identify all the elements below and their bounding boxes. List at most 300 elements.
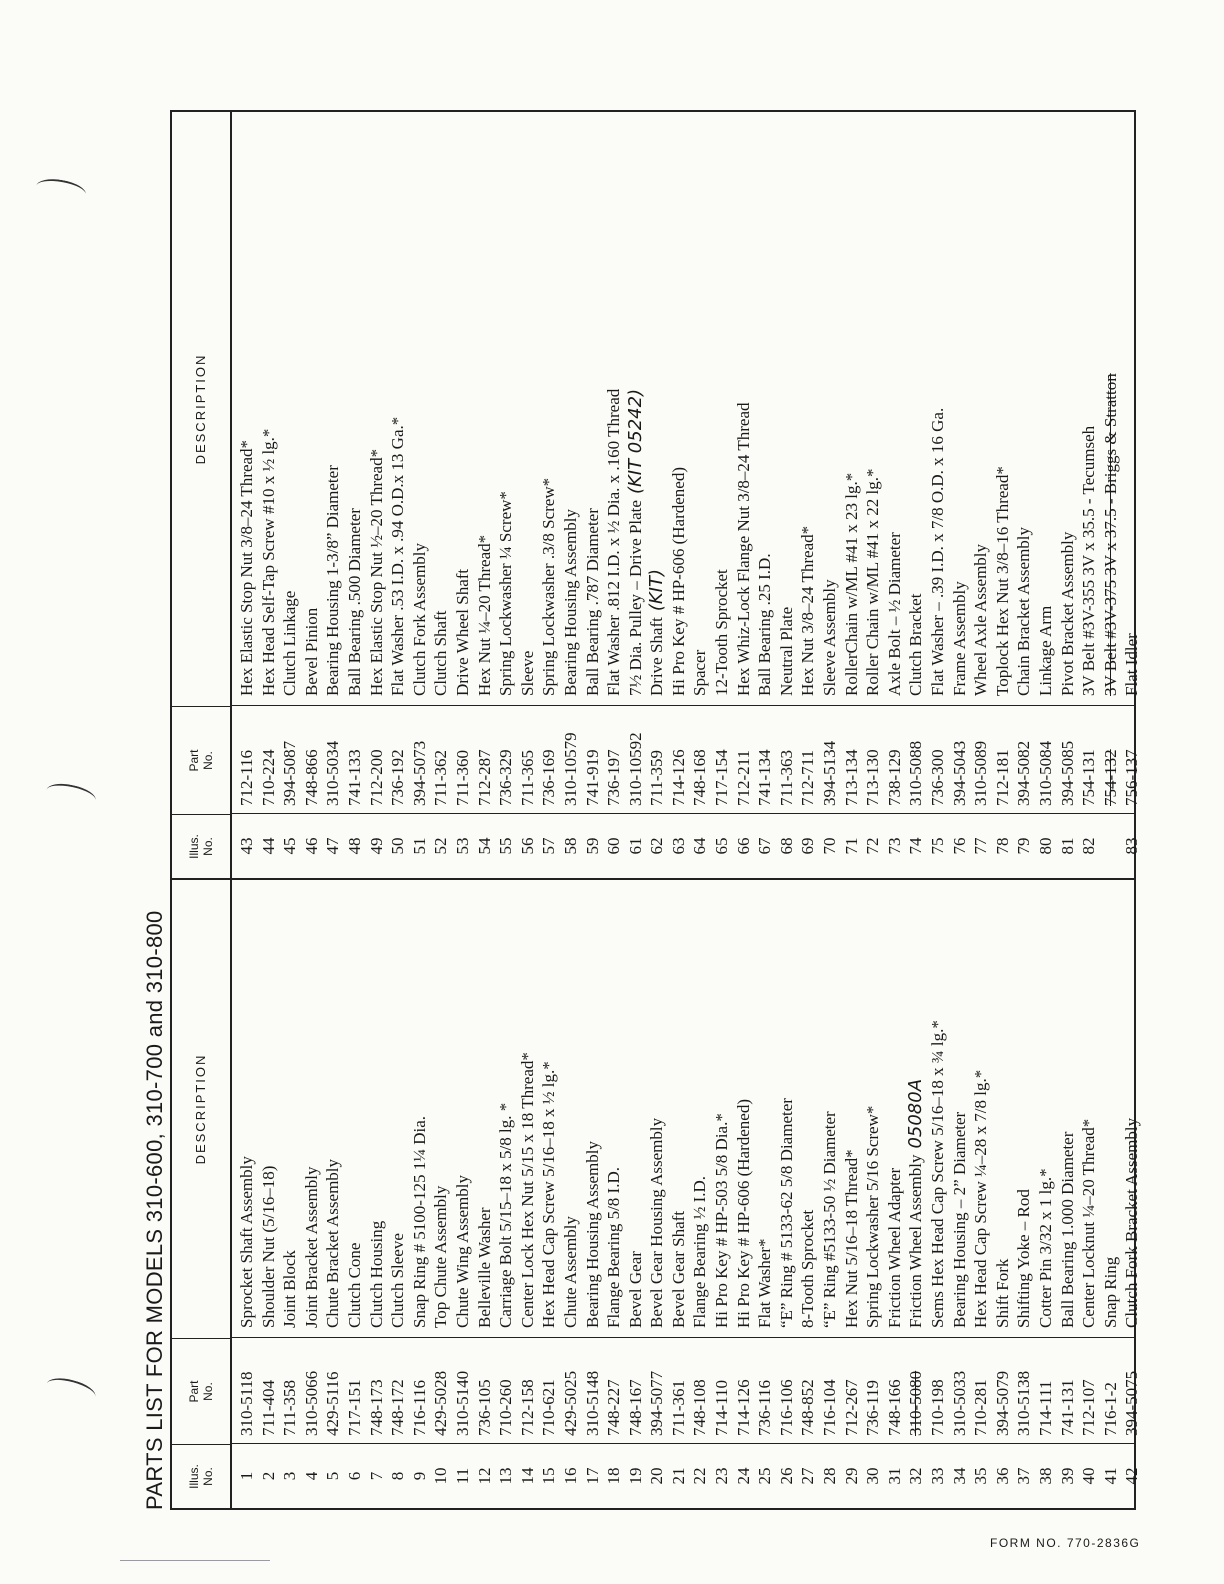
part-no: 310-5088 <box>906 740 926 806</box>
part-no: 712-287 <box>474 749 494 806</box>
part-description <box>452 1175 474 1328</box>
part-no: 748-852 <box>798 1379 818 1436</box>
table-row <box>366 112 388 878</box>
illus-no: 4 <box>301 1471 321 1481</box>
part-description <box>582 1141 604 1328</box>
part-description <box>970 1070 992 1328</box>
table-row <box>841 880 863 1508</box>
part-description <box>582 508 604 696</box>
part-no: 717-154 <box>712 749 732 806</box>
part-no: 717-151 <box>344 1379 364 1436</box>
illus-no: 40 <box>1079 1467 1099 1485</box>
part-no: 429-5025 <box>560 1370 580 1436</box>
description-text: Snap Ring <box>1100 1256 1120 1328</box>
part-no: 748-166 <box>884 1379 904 1436</box>
illus-no: 32 <box>906 1467 926 1485</box>
description-text: Axle Bolt – ½ Diameter <box>884 532 904 696</box>
illus-no: 45 <box>280 837 300 855</box>
table-row <box>409 112 431 878</box>
part-description <box>1121 1118 1143 1328</box>
description-text: Clutch Linkage <box>280 590 300 696</box>
part-no: 711-362 <box>431 749 451 806</box>
part-no: 714-110 <box>712 1379 732 1436</box>
illus-no: 31 <box>884 1467 904 1485</box>
table-row <box>1100 880 1122 1508</box>
illus-no: 20 <box>647 1467 667 1485</box>
table-row <box>258 112 280 878</box>
illus-no: 37 <box>1014 1467 1034 1485</box>
description-text: Sems Hex Head Cap Screw 5/16–18 x ¾ lg.* <box>928 1020 947 1328</box>
description-text: Friction Wheel Assembly <box>906 1154 926 1328</box>
part-description <box>495 1103 517 1328</box>
illus-no: 75 <box>928 837 947 855</box>
part-no: 736-105 <box>474 1379 494 1436</box>
table-row <box>603 112 625 878</box>
table-row <box>797 112 819 878</box>
part-description <box>668 467 690 696</box>
description-text: Flange Bearing 5/8 I.D. <box>604 1167 624 1328</box>
right-header <box>172 112 232 878</box>
part-description <box>322 465 344 696</box>
table-row <box>776 880 798 1508</box>
part-description <box>452 569 474 696</box>
illus-no: 79 <box>1014 837 1034 855</box>
table-row <box>862 880 884 1508</box>
illus-no: 27 <box>798 1467 818 1485</box>
part-no: 716-116 <box>409 1379 429 1436</box>
part-no: 712-267 <box>841 1379 861 1436</box>
bottom-scan-line <box>120 1560 270 1561</box>
part-no: 741-134 <box>755 749 775 806</box>
part-description <box>474 535 496 696</box>
table-row <box>884 880 906 1508</box>
part-no: 394-5043 <box>949 740 969 806</box>
part-no: 712-158 <box>517 1379 537 1436</box>
description-text: Bearing Housing – 2” Diameter <box>949 1111 969 1328</box>
part-description <box>603 1167 625 1328</box>
part-description <box>819 1111 841 1328</box>
description-text: Clutch Fork Bracket Assembly <box>1122 1117 1142 1328</box>
illus-no: 72 <box>863 837 883 855</box>
table-row <box>668 880 690 1508</box>
illus-no: 9 <box>409 1471 429 1481</box>
description-text: Linkage Arm <box>1035 605 1055 696</box>
table-row <box>495 880 517 1508</box>
part-description <box>1078 426 1100 696</box>
illus-no: 23 <box>712 1467 732 1485</box>
parts-table-left <box>172 878 1142 1508</box>
table-row <box>1035 112 1057 878</box>
table-row <box>560 880 582 1508</box>
page-title: PARTS LIST FOR MODELS 310-600, 310-700 and 310-800 <box>142 910 167 1510</box>
part-no: 713-130 <box>863 749 883 806</box>
description-text: Bevel Gear <box>625 1251 645 1328</box>
illus-no: 5 <box>323 1471 343 1481</box>
table-row <box>538 880 560 1508</box>
table-row <box>258 880 280 1508</box>
left-rows <box>236 880 1142 1508</box>
part-no: 736-192 <box>388 749 408 806</box>
table-row <box>992 112 1014 878</box>
illus-no: 74 <box>906 837 926 855</box>
table-row <box>776 112 798 878</box>
description-text: “E” Ring #5133-50 ½ Diameter <box>820 1111 840 1328</box>
illus-no: 56 <box>517 837 537 855</box>
part-no: 748-173 <box>366 1379 386 1436</box>
part-no: 711-404 <box>258 1379 278 1436</box>
part-no: 736-329 <box>496 749 516 806</box>
part-description <box>1121 633 1143 696</box>
part-description <box>862 1106 884 1328</box>
table-row <box>1057 880 1079 1508</box>
part-description <box>474 1207 496 1328</box>
part-description <box>1057 1132 1079 1328</box>
illus-no: 7 <box>366 1471 386 1481</box>
part-description <box>625 389 647 696</box>
description-text: Neutral Plate <box>776 606 796 696</box>
part-no: 713-134 <box>841 749 861 806</box>
illus-no: 60 <box>604 837 624 855</box>
description-text: Spring Lockwasher ¼ Screw* <box>496 491 516 696</box>
punch-mark-top <box>35 176 88 204</box>
part-no: 748-172 <box>388 1379 408 1436</box>
illus-no: 59 <box>582 837 602 855</box>
illus-no: 49 <box>366 837 386 855</box>
illus-no: 12 <box>474 1467 494 1485</box>
illus-no: 26 <box>776 1467 796 1485</box>
part-description <box>387 417 409 696</box>
description-text: Joint Block <box>280 1250 300 1328</box>
part-no: 736-116 <box>755 1379 775 1436</box>
part-description <box>862 469 884 696</box>
part-no: 716-104 <box>820 1379 840 1436</box>
part-description <box>797 1210 819 1328</box>
illus-no: 35 <box>971 1467 991 1485</box>
table-row <box>1121 112 1143 878</box>
part-description <box>236 1156 258 1328</box>
description-text: 12-Tooth Sprocket <box>712 569 732 696</box>
part-no: 714-126 <box>668 749 688 806</box>
table-row <box>582 112 604 878</box>
table-row <box>344 112 366 878</box>
table-row <box>344 880 366 1508</box>
part-no: 716-106 <box>776 1379 796 1436</box>
description-text: Bearing Housing 1-3/8” Diameter <box>323 465 343 696</box>
parts-table-right <box>172 112 1142 878</box>
description-text: Spacer <box>690 649 710 696</box>
part-description <box>992 466 1014 696</box>
illus-no: 18 <box>604 1467 624 1485</box>
part-description <box>884 1168 906 1328</box>
table-row <box>884 112 906 878</box>
description-text: Top Chute Assembly <box>431 1185 451 1328</box>
illus-no: 63 <box>668 837 688 855</box>
left-part-header: Part No. <box>172 1338 230 1444</box>
punch-mark-bottom <box>44 1374 97 1406</box>
right-rows <box>236 112 1142 878</box>
part-no: 738-129 <box>884 749 904 806</box>
part-description <box>646 569 668 696</box>
table-row <box>322 880 344 1508</box>
illus-no: 11 <box>452 1467 472 1485</box>
part-no: 310-5084 <box>1035 740 1055 806</box>
part-no: 714-111 <box>1035 1380 1055 1436</box>
illus-no: 81 <box>1057 837 1077 855</box>
illus-no: 44 <box>258 837 278 855</box>
illus-no: 68 <box>776 837 796 855</box>
illus-no: 82 <box>1079 837 1099 855</box>
illus-no: 64 <box>690 837 710 855</box>
part-description <box>409 1116 431 1328</box>
illus-no: 67 <box>755 837 775 855</box>
part-no: 310-5148 <box>582 1370 602 1436</box>
description-text: Sleeve <box>517 650 537 696</box>
part-no: 748-866 <box>301 749 321 806</box>
description-text: Wheel Axle Assembly <box>971 543 991 696</box>
part-no: 394-5073 <box>409 740 429 806</box>
table-row <box>517 880 539 1508</box>
description-text: Shifting Yoke – Rod <box>1014 1189 1034 1328</box>
part-no: 310-5066 <box>301 1370 321 1436</box>
part-no: 754-132 <box>1100 749 1120 806</box>
part-no: 394-5134 <box>820 740 840 806</box>
description-text: 3V Belt #3V-355 3V x 35.5 - Tecumseh <box>1079 425 1099 696</box>
part-description <box>776 607 798 696</box>
part-description <box>430 611 452 696</box>
part-no: 741-133 <box>344 749 364 806</box>
description-text: Hex Nut 3/8–24 Thread* <box>798 525 818 696</box>
description-text: 3V Belt #3V-375 3V x 37.5 - Briggs & Stratton <box>1100 373 1120 696</box>
table-row <box>236 880 258 1508</box>
table-row <box>949 880 971 1508</box>
illus-no: 30 <box>863 1467 883 1485</box>
part-no: 748-168 <box>690 749 710 806</box>
description-text: Drive Shaft <box>647 617 667 696</box>
part-description <box>884 532 906 696</box>
table-row <box>387 880 409 1508</box>
part-no: 711-365 <box>517 749 537 806</box>
table-row <box>668 112 690 878</box>
table-row <box>1121 880 1143 1508</box>
illus-no: 69 <box>798 837 818 855</box>
description-text: Roller Chain w/ML #41 x 22 lg.* <box>863 468 883 696</box>
table-row <box>1057 112 1079 878</box>
table-row <box>322 112 344 878</box>
part-description <box>1035 1168 1057 1328</box>
part-no: 710-224 <box>258 749 278 806</box>
table-row <box>711 112 733 878</box>
table-row <box>517 112 539 878</box>
illus-no: 22 <box>690 1467 710 1485</box>
table-row <box>797 880 819 1508</box>
description-text: Hex Elastic Stop Nut 3/8–24 Thread* <box>237 439 256 696</box>
part-no: 754-131 <box>1079 749 1099 806</box>
description-text: Toplock Hex Nut 3/8–16 Thread* <box>992 466 1012 696</box>
part-description <box>841 1149 863 1328</box>
illus-no: 28 <box>820 1467 840 1485</box>
table-row <box>862 112 884 878</box>
table-row <box>495 112 517 878</box>
table-row <box>387 112 409 878</box>
table-row <box>689 112 711 878</box>
part-no: 310-5080 <box>906 1370 926 1436</box>
part-description <box>279 591 301 696</box>
table-row <box>1100 112 1122 878</box>
part-description <box>711 1113 733 1328</box>
description-text: 7½ Dia. Pulley – Drive Plate <box>625 500 645 696</box>
table-row <box>927 112 949 878</box>
part-no: 716-1-2 <box>1100 1382 1120 1436</box>
illus-no: 29 <box>841 1467 861 1485</box>
illus-no: 6 <box>344 1471 364 1481</box>
part-description <box>905 1079 927 1328</box>
description-text: Clutch Sleeve <box>388 1233 408 1328</box>
part-description <box>538 1061 560 1328</box>
part-no: 748-227 <box>604 1379 624 1436</box>
part-no: 310-5140 <box>452 1370 472 1436</box>
illus-no: 16 <box>560 1467 580 1485</box>
description-text: Ball Bearing 1.000 Diameter <box>1057 1131 1077 1328</box>
table-row <box>949 112 971 878</box>
description-text: Clutch Fork Assembly <box>409 542 429 696</box>
description-text: Center Lock Hex Nut 5/15 x 18 Thread* <box>517 1052 537 1328</box>
part-description <box>366 449 388 696</box>
description-text: Hex Head Cap Screw 5/16–18 x ½ lg.* <box>539 1061 559 1328</box>
handwritten-note: (KIT 05242) <box>624 388 646 495</box>
description-text: Joint Bracket Assembly <box>301 1166 321 1328</box>
illus-no: 33 <box>928 1467 947 1485</box>
illus-no: 15 <box>539 1467 559 1485</box>
part-description <box>733 1099 755 1328</box>
illus-no: 24 <box>733 1467 753 1485</box>
part-description <box>258 1166 280 1328</box>
description-text: Hi Pro Key # HP-503 5/8 Dia.* <box>712 1113 732 1328</box>
description-text: Flat Idler <box>1122 633 1142 696</box>
table-row <box>301 880 323 1508</box>
table-row <box>1035 880 1057 1508</box>
part-description <box>927 408 949 696</box>
description-text: Bevel Gear Housing Assembly <box>647 1117 667 1328</box>
table-row <box>905 880 927 1508</box>
part-no: 394-5087 <box>280 740 300 806</box>
description-text: Ball Bearing .500 Diameter <box>344 508 364 696</box>
table-row <box>905 112 927 878</box>
part-no: 736-119 <box>863 1379 883 1436</box>
part-no: 714-126 <box>733 1379 753 1436</box>
rotated-page <box>140 110 1140 1510</box>
table-row <box>841 112 863 878</box>
illus-no: 57 <box>539 837 559 855</box>
description-text: Chute Assembly <box>560 1216 580 1328</box>
part-description <box>949 581 971 696</box>
illus-no: 41 <box>1100 1467 1120 1485</box>
description-text: Hex Head Cap Screw ¼–28 x 7/8 lg.* <box>971 1069 991 1328</box>
table-row <box>409 880 431 1508</box>
part-description <box>495 491 517 696</box>
part-no: 736-169 <box>539 749 559 806</box>
part-no: 712-711 <box>798 749 818 806</box>
part-no: 711-358 <box>280 1379 300 1436</box>
illus-no: 25 <box>755 1467 775 1485</box>
table-row <box>819 112 841 878</box>
description-text: Hi Pro Key # HP-606 (Hardened) <box>733 1099 753 1328</box>
description-text: Bearing Housing Assembly <box>560 509 580 696</box>
illus-no: 78 <box>992 837 1012 855</box>
right-illus-header: Illus. No. <box>172 814 230 878</box>
description-text: Bevel Gear Shaft <box>668 1210 688 1328</box>
part-no: 748-167 <box>625 1379 645 1436</box>
table-row <box>970 112 992 878</box>
illus-no: 43 <box>237 837 256 855</box>
description-text: Sprocket Shaft Assembly <box>237 1156 256 1328</box>
description-text: Flat Washer* <box>755 1238 775 1328</box>
description-text: Drive Wheel Shaft <box>452 568 472 696</box>
table-row <box>646 112 668 878</box>
table-row <box>366 880 388 1508</box>
illus-no: 51 <box>409 837 429 855</box>
description-text: Flat Washer .812 I.D. x ½ Dia. x .160 Thread <box>604 388 624 696</box>
table-row <box>430 880 452 1508</box>
illus-no: 21 <box>668 1467 688 1485</box>
part-description <box>560 509 582 696</box>
part-no: 712-211 <box>733 749 753 806</box>
description-text: Frame Assembly <box>949 581 969 696</box>
part-no: 310-10579 <box>560 732 580 806</box>
part-description <box>797 526 819 696</box>
illus-no: 55 <box>496 837 516 855</box>
part-description <box>689 650 711 696</box>
part-description <box>1013 1189 1035 1328</box>
illus-no: 61 <box>625 837 645 855</box>
handwritten-note: 05080A <box>905 1078 927 1149</box>
part-no: 711-361 <box>668 1379 688 1436</box>
part-description <box>754 1239 776 1328</box>
illus-no: 13 <box>496 1467 516 1485</box>
part-no: 310-5089 <box>971 740 991 806</box>
left-description-header: DESCRIPTION <box>193 1053 208 1165</box>
part-description <box>1078 1119 1100 1328</box>
part-description <box>538 478 560 696</box>
description-text: Carriage Bolt 5/15–18 x 5/8 lg. * <box>496 1102 516 1328</box>
table-row <box>992 880 1014 1508</box>
table-row <box>474 880 496 1508</box>
part-no: 394-5077 <box>647 1370 667 1436</box>
part-no: 748-108 <box>690 1379 710 1436</box>
description-text: Spring Lockwasher 5/16 Screw* <box>863 1105 883 1328</box>
illus-no: 1 <box>237 1471 256 1481</box>
description-text: “E” Ring # 5133-62 5/8 Diameter <box>776 1098 796 1328</box>
description-text: Ball Bearing .25 I.D. <box>755 553 775 696</box>
part-description <box>819 579 841 696</box>
part-no: 710-260 <box>496 1379 516 1436</box>
part-description <box>560 1216 582 1328</box>
part-no: 394-5079 <box>992 1370 1012 1436</box>
table-row <box>452 112 474 878</box>
part-description <box>387 1233 409 1328</box>
illus-no: 53 <box>452 837 472 855</box>
table-row <box>1013 112 1035 878</box>
part-description <box>1100 1257 1122 1328</box>
table-row <box>560 112 582 878</box>
part-no: 736-197 <box>604 749 624 806</box>
left-header <box>172 880 232 1508</box>
table-row <box>279 880 301 1508</box>
part-description <box>279 1250 301 1328</box>
table-row <box>1078 880 1100 1508</box>
illus-no: 10 <box>431 1467 451 1485</box>
description-text: Spring Lockwasher .3/8 Screw* <box>539 477 559 696</box>
part-no: 310-5034 <box>323 740 343 806</box>
